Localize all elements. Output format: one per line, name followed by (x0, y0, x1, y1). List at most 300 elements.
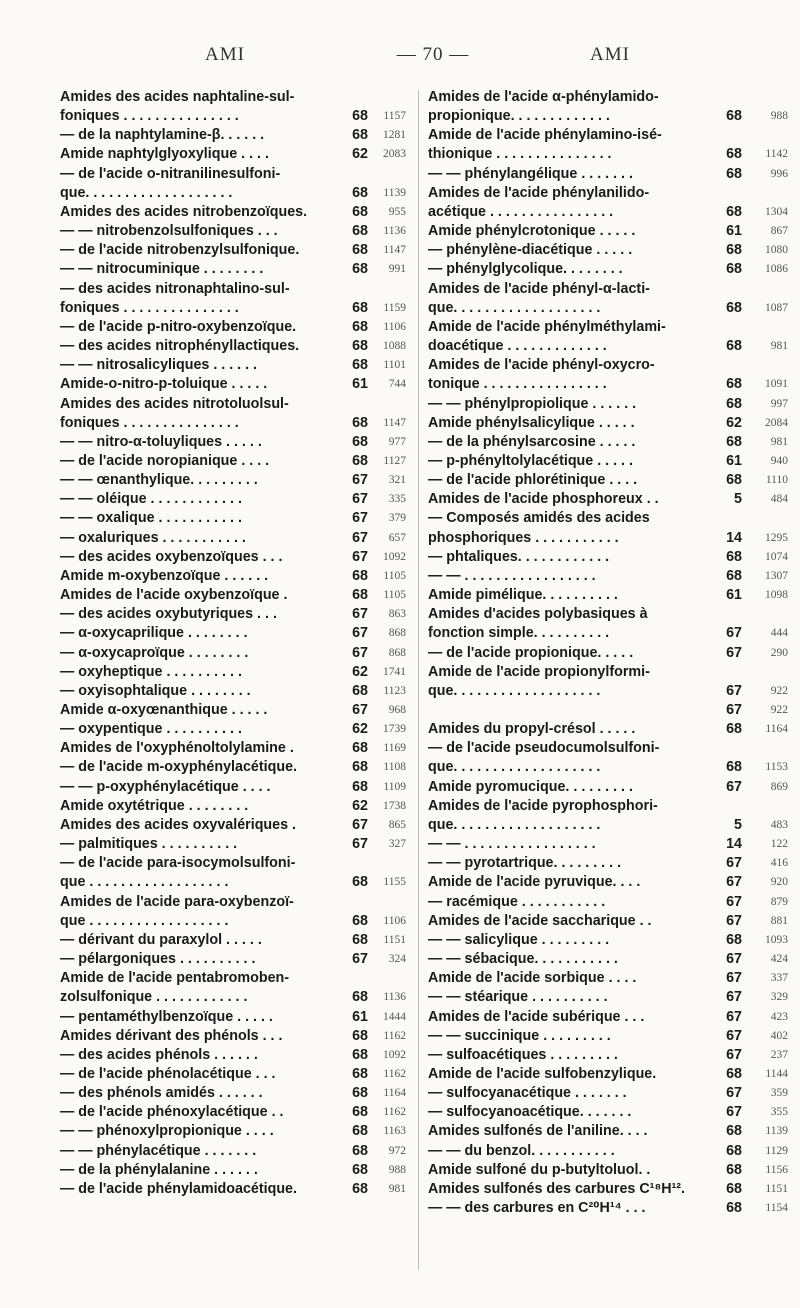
entry-volume: 68 (352, 357, 368, 374)
entry-term: Amides d'acides polybasiques à fonction simple. . . . . . . . . . (428, 606, 648, 642)
entry-volume: 68 (726, 376, 742, 393)
index-entry (60, 969, 408, 1007)
entry-page: 1106 (383, 320, 406, 333)
index-entry (60, 203, 408, 222)
entry-term: — p-phényltolylacétique . . . . . (428, 452, 633, 469)
entry-term: — des acides oxybenzoïques . . . (60, 548, 283, 565)
entry-volume: 61 (726, 452, 742, 469)
entry-term: — sulfocyanacétique . . . . . . . (428, 1085, 627, 1102)
entry-term: Amides de l'oxyphénoltolylamine . (60, 740, 294, 757)
entry-page: 868 (388, 627, 406, 640)
entry-page: 988 (388, 1163, 406, 1176)
index-entry (60, 739, 408, 758)
entry-page: 879 (770, 895, 788, 908)
entry-volume: 14 (726, 529, 742, 546)
entry-term: — de l'acide para-isocymolsulfoni- que . . . . . . . . . . . . . . . . . . (60, 855, 296, 891)
entry-volume: 67 (726, 1046, 742, 1063)
entry-volume: 67 (352, 548, 368, 565)
entry-term: Amide de l'acide pyruvique. . . . (428, 874, 641, 891)
entry-volume: 67 (726, 912, 742, 929)
entry-page: 1169 (383, 742, 406, 755)
entry-page: 1108 (383, 761, 406, 774)
entry-volume: 68 (726, 1065, 742, 1082)
entry-page: 1159 (383, 301, 406, 314)
entry-volume: 67 (352, 644, 368, 661)
entry-volume: 68 (352, 1085, 368, 1102)
entry-volume: 67 (726, 625, 742, 642)
entry-term: — — phénylangélique . . . . . . . (428, 165, 633, 182)
entry-volume: 68 (352, 299, 368, 316)
index-entry (60, 1065, 408, 1084)
entry-page: 1106 (383, 914, 406, 927)
entry-page: 122 (770, 838, 788, 851)
index-entry (428, 241, 790, 260)
entry-volume: 68 (352, 223, 368, 240)
entry-page: 1151 (383, 933, 406, 946)
index-entry (60, 644, 408, 663)
page-number: — 70 — (396, 44, 470, 65)
entry-volume: 68 (726, 108, 742, 125)
entry-volume: 62 (352, 146, 368, 163)
entry-volume: 5 (734, 816, 742, 833)
index-entry (60, 854, 408, 892)
index-entry (428, 720, 790, 739)
entry-term: — de l'acide pseudocumolsulfoni- que. . . . . . . . . . . . . . . . . . . (428, 740, 660, 776)
entry-page: 988 (770, 110, 788, 123)
index-entry (60, 375, 408, 394)
entry-volume: 67 (726, 1104, 742, 1121)
index-entry (428, 356, 790, 394)
entry-term: Amides de l'acide oxybenzoïque . (60, 587, 288, 604)
entry-term: Amide naphtylglyoxylique . . . . (60, 146, 269, 163)
entry-term: — de l'acide phénolacétique . . . (60, 1065, 276, 1082)
index-entry (428, 835, 790, 854)
entry-volume: 62 (726, 414, 742, 431)
entry-term: — — nitrosalicyliques . . . . . . (60, 357, 258, 374)
index-entry (428, 509, 790, 547)
entry-volume: 68 (352, 414, 368, 431)
entry-term: Amide de l'acide phénylméthylami- doacétique . . . . . . . . . . . . . (428, 318, 666, 355)
entry-page: 1093 (765, 933, 788, 946)
entry-page: 867 (770, 225, 788, 238)
entry-volume: 67 (352, 491, 368, 508)
column-divider (418, 90, 419, 1270)
entry-volume: 68 (726, 433, 742, 450)
entry-page: 881 (770, 914, 788, 927)
entry-volume: 67 (726, 855, 742, 872)
entry-term: — — oxalique . . . . . . . . . . . (60, 510, 242, 527)
entry-term: Amides des acides nitrotoluolsul- foniques . . . . . . . . . . . . . . . (60, 395, 289, 431)
entry-term: Amide pimélique. . . . . . . . . . (428, 587, 618, 604)
index-entry (60, 931, 408, 950)
index-entry (60, 241, 408, 260)
entry-page: 1147 (383, 416, 406, 429)
entry-volume: 67 (726, 1085, 742, 1102)
entry-page: 1088 (383, 340, 406, 353)
entry-page: 416 (770, 857, 788, 870)
entry-term: — — nitrobenzolsulfoniques . . . (60, 223, 278, 240)
entry-page: 869 (770, 780, 788, 793)
index-entry (428, 950, 790, 969)
entry-term: Amides de l'acide α-phénylamido- propionique. . . . . . . . . . . . . (428, 89, 659, 125)
entry-term: — — des carbures en C²⁰H¹⁴ . . . (428, 1200, 646, 1217)
entry-term: — — pyrotartrique. . . . . . . . . (428, 855, 622, 872)
entry-page: 1156 (765, 1163, 788, 1176)
entry-page: 863 (388, 608, 406, 621)
entry-page: 1162 (383, 1106, 406, 1119)
entry-volume: 68 (726, 242, 742, 259)
index-entry (60, 586, 408, 605)
index-entry (428, 778, 790, 797)
entry-term: Amides de l'acide phényl-oxycro- tonique . . . . . . . . . . . . . . . . (428, 357, 655, 393)
entry-term: — sulfoacétiques . . . . . . . . . (428, 1046, 618, 1063)
index-entry (428, 1161, 790, 1180)
entry-term: — oxypentique . . . . . . . . . . (60, 721, 242, 738)
entry-term: Amides des acides naphtaline-sul- foniques . . . . . . . . . . . . . . . (60, 89, 295, 125)
index-entry (60, 1103, 408, 1122)
entry-volume: 67 (352, 951, 368, 968)
entry-page: 1739 (383, 723, 406, 736)
index-entry (60, 1180, 408, 1199)
entry-volume: 68 (352, 1180, 368, 1197)
entry-volume: 68 (726, 261, 742, 278)
index-entry (60, 1122, 408, 1141)
entry-page: 1074 (765, 550, 788, 563)
index-entry (60, 758, 408, 777)
entry-page: 977 (388, 435, 406, 448)
index-entry (60, 624, 408, 643)
entry-term: Amides de l'acide phosphoreux . . (428, 491, 659, 508)
entry-page: 1281 (383, 129, 406, 142)
entry-volume: 68 (726, 203, 742, 220)
entry-volume: 68 (726, 567, 742, 584)
entry-volume: 68 (726, 472, 742, 489)
entry-volume: 62 (352, 721, 368, 738)
entry-volume: 67 (352, 625, 368, 642)
index-entry (60, 950, 408, 969)
entry-page: 1123 (383, 684, 406, 697)
index-entry (428, 663, 790, 701)
entry-page: 1109 (383, 780, 406, 793)
entry-term: Amides de l'acide phénylanilido- acétique . . . . . . . . . . . . . . . . (428, 184, 650, 220)
entry-term: — de l'acide m-oxyphénylacétique. (60, 759, 297, 776)
index-entry (428, 88, 790, 126)
entry-term: Amide phénylcrotonique . . . . . (428, 223, 636, 240)
entry-page: 955 (388, 205, 406, 218)
entry-term: — de l'acide phénylamidoacétique. (60, 1180, 297, 1197)
entry-volume: 68 (352, 740, 368, 757)
entry-volume: 68 (352, 1065, 368, 1082)
entry-term: Amides du propyl-crésol . . . . . (428, 721, 636, 738)
entry-page: 1164 (765, 723, 788, 736)
entry-term: — de l'acide noropianique . . . . (60, 452, 270, 469)
entry-term: — — . . . . . . . . . . . . . . . . . (428, 567, 596, 584)
entry-term: — sulfocyanoacétique. . . . . . . (428, 1104, 632, 1121)
entry-term: — de l'acide nitrobenzylsulfonique. (60, 242, 300, 259)
entry-page: 981 (388, 1182, 406, 1195)
entry-term: Amides dérivant des phénols . . . (60, 1027, 283, 1044)
entry-term: — dérivant du paraxylol . . . . . (60, 931, 262, 948)
entry-page: 1307 (765, 569, 788, 582)
index-entry (60, 433, 408, 452)
entry-volume: 61 (352, 376, 368, 393)
entry-term: — de l'acide phénoxylacétique . . (60, 1104, 284, 1121)
entry-volume: 67 (726, 644, 742, 661)
entry-term: — de l'acide propionique. . . . . (428, 644, 634, 661)
entry-volume: 68 (352, 1027, 368, 1044)
entry-term: — — œnanthylique. . . . . . . . . (60, 472, 258, 489)
entry-volume: 68 (352, 452, 368, 469)
index-entry (60, 663, 408, 682)
entry-volume: 67 (726, 702, 742, 718)
index-entry (60, 318, 408, 337)
entry-page: 1162 (383, 1029, 406, 1042)
entry-volume: 68 (352, 1161, 368, 1178)
entry-page: 1142 (765, 148, 788, 161)
entry-page: 1092 (383, 550, 406, 563)
entry-page: 868 (388, 646, 406, 659)
index-entry (428, 1027, 790, 1046)
entry-volume: 67 (726, 1027, 742, 1044)
entry-volume: 67 (726, 778, 742, 795)
index-entry (428, 433, 790, 452)
entry-volume: 14 (726, 836, 742, 853)
index-entry (60, 816, 408, 835)
entry-volume: 61 (726, 223, 742, 240)
entry-term: Amide oxytétrique . . . . . . . . (60, 797, 249, 814)
entry-page: 1738 (383, 799, 406, 812)
index-entry (60, 529, 408, 548)
index-entry (428, 1046, 790, 1065)
entry-page: 290 (770, 646, 788, 659)
entry-page: 1164 (383, 1087, 406, 1100)
entry-term: — — sébacique. . . . . . . . . . . (428, 951, 618, 968)
entry-volume: 67 (352, 836, 368, 853)
entry-volume: 68 (352, 874, 368, 891)
page-header (60, 44, 750, 74)
entry-page: 981 (770, 340, 788, 353)
index-entry (428, 567, 790, 586)
entry-page: 1153 (765, 761, 788, 774)
index-entry (428, 873, 790, 892)
index-entry (60, 1046, 408, 1065)
entry-volume: 67 (726, 970, 742, 987)
entry-volume: 68 (726, 759, 742, 776)
index-entry (428, 1008, 790, 1027)
entry-volume: 67 (352, 510, 368, 527)
entry-page: 1444 (383, 1010, 406, 1023)
index-entry (428, 471, 790, 490)
entry-page: 327 (388, 838, 406, 851)
entry-volume: 68 (352, 759, 368, 776)
entry-volume: 68 (352, 433, 368, 450)
entry-term: — des phénols amidés . . . . . . (60, 1085, 263, 1102)
entry-volume: 68 (352, 1046, 368, 1063)
entry-page: 1136 (383, 991, 406, 1004)
index-entry (60, 222, 408, 241)
entry-page: 483 (770, 818, 788, 831)
index-entry (428, 395, 790, 414)
index-entry (428, 1199, 790, 1218)
entry-term: — — nitro-α-toluyliques . . . . . (60, 433, 262, 450)
entry-page: 657 (388, 531, 406, 544)
index-entry (60, 797, 408, 816)
entry-term: — de la phénylalanine . . . . . . (60, 1161, 258, 1178)
entry-term: — oxyisophtalique . . . . . . . . (60, 682, 251, 699)
index-entry (60, 280, 408, 318)
index-entry (428, 165, 790, 184)
entry-volume: 68 (352, 1104, 368, 1121)
entry-page: 1080 (765, 244, 788, 257)
entry-page: 1155 (383, 876, 406, 889)
entry-page: 2083 (383, 148, 406, 161)
index-entry (428, 586, 790, 605)
index-entry (428, 222, 790, 241)
index-entry (60, 337, 408, 356)
index-entry (60, 395, 408, 433)
index-entry (60, 145, 408, 164)
entry-term: — — p-oxyphénylacétique . . . . (60, 778, 271, 795)
index-entry (60, 1008, 408, 1027)
entry-term: Amides sulfonés des carbures C¹⁸H¹². (428, 1180, 686, 1197)
entry-page: 237 (770, 1048, 788, 1061)
entry-term: — — succinique . . . . . . . . . (428, 1027, 611, 1044)
entry-volume: 68 (726, 299, 742, 316)
entry-volume: 67 (726, 874, 742, 891)
index-entry (60, 260, 408, 279)
index-entry (428, 452, 790, 471)
entry-volume: 62 (352, 663, 368, 680)
entry-page: 1162 (383, 1067, 406, 1080)
entry-volume: 67 (352, 816, 368, 833)
entry-volume: 67 (726, 682, 742, 699)
entry-volume: 67 (726, 1008, 742, 1025)
entry-page: 972 (388, 1144, 406, 1157)
entry-page: 940 (770, 454, 788, 467)
entry-volume: 68 (726, 338, 742, 355)
index-entry (60, 682, 408, 701)
entry-volume: 68 (352, 184, 368, 201)
entry-term: — α-oxycaproïque . . . . . . . . (60, 644, 249, 661)
entry-volume: 68 (726, 395, 742, 412)
index-entry (428, 988, 790, 1007)
entry-volume: 68 (352, 242, 368, 259)
entry-term: — de l'acide o-nitranilinesulfoni- que. . . . . . . . . . . . . . . . . . . (60, 165, 281, 201)
entry-page: 1105 (383, 569, 406, 582)
entry-page: 424 (770, 953, 788, 966)
right-column (428, 88, 790, 1218)
index-entry (428, 126, 790, 164)
entry-term: Amide de l'acide propionylformi- que. . . . . . . . . . . . . . . . . . . (428, 663, 650, 699)
entry-page: 1304 (765, 205, 788, 218)
header-right-keyword: AMI (590, 44, 630, 65)
entry-term: Amide de l'acide pentabromoben- zolsulfonique . . . . . . . . . . . . (60, 970, 290, 1006)
entry-volume: 67 (352, 529, 368, 546)
entry-volume: 68 (352, 778, 368, 795)
entry-volume: 68 (352, 1123, 368, 1140)
entry-volume: 68 (352, 682, 368, 699)
entry-page: 444 (770, 627, 788, 640)
index-entry (428, 605, 790, 643)
index-entry (428, 280, 790, 318)
entry-term: — α-oxycaprilique . . . . . . . . (60, 625, 248, 642)
entry-term: — de l'acide p-nitro-oxybenzoïque. (60, 318, 297, 335)
entry-term: — — stéarique . . . . . . . . . . (428, 989, 608, 1006)
left-column (60, 88, 408, 1199)
entry-term: — des acides nitronaphtalino-sul- foniques . . . . . . . . . . . . . . . (60, 280, 290, 316)
entry-page: 1091 (765, 378, 788, 391)
entry-page: 968 (388, 704, 406, 716)
entry-term: — des acides oxybutyriques . . . (60, 606, 277, 623)
index-entry (428, 1180, 790, 1199)
index-entry (60, 165, 408, 203)
entry-page: 996 (770, 167, 788, 180)
entry-term: — — salicylique . . . . . . . . . (428, 931, 610, 948)
entry-page: 1151 (765, 1182, 788, 1195)
entry-volume: 67 (352, 472, 368, 489)
entry-term: — racémique . . . . . . . . . . . (428, 893, 606, 910)
entry-term: — — nitrocuminique . . . . . . . . (60, 261, 264, 278)
entry-volume: 62 (352, 797, 368, 814)
entry-term: Amides sulfonés de l'aniline. . . . (428, 1123, 648, 1140)
entry-volume: 68 (352, 931, 368, 948)
entry-term: — — du benzol. . . . . . . . . . . (428, 1142, 615, 1159)
index-entry (60, 126, 408, 145)
entry-page: 744 (388, 378, 406, 391)
index-entry (428, 739, 790, 777)
entry-volume: 68 (726, 146, 742, 163)
index-entry (60, 509, 408, 528)
entry-page: 1105 (383, 589, 406, 602)
entry-page: 922 (770, 684, 788, 697)
index-entry (428, 797, 790, 835)
index-entry (428, 969, 790, 988)
entry-page: 335 (388, 493, 406, 506)
entry-page: 2084 (765, 416, 788, 429)
entry-page: 337 (770, 972, 788, 985)
entry-volume: 68 (352, 203, 368, 220)
entry-volume: 68 (352, 108, 368, 125)
entry-page: 1086 (765, 263, 788, 276)
index-entry (428, 912, 790, 931)
entry-page: 1136 (383, 225, 406, 238)
entry-term: Amide-o-nitro-p-toluique . . . . . (60, 376, 268, 393)
header-left-keyword: AMI (205, 44, 245, 65)
index-entry (60, 893, 408, 931)
entry-term: — — phénylacétique . . . . . . . (60, 1142, 257, 1159)
entry-term: — des acides phénols . . . . . . (60, 1046, 258, 1063)
entry-term: — de la phénylsarcosine . . . . . (428, 433, 636, 450)
entry-page: 1144 (765, 1067, 788, 1080)
entry-volume: 68 (352, 1142, 368, 1159)
entry-volume: 68 (726, 1123, 742, 1140)
entry-page: 1110 (765, 474, 788, 487)
entry-page: 1127 (383, 454, 406, 467)
entry-volume: 67 (352, 702, 368, 718)
index-entry (428, 701, 790, 720)
entry-volume: 68 (726, 1180, 742, 1197)
entry-volume: 68 (352, 567, 368, 584)
entry-term: — de l'acide phlorétinique . . . . (428, 472, 638, 489)
entry-page: 920 (770, 876, 788, 889)
index-entry (60, 471, 408, 490)
entry-volume: 61 (726, 587, 742, 604)
entry-term: — Composés amidés des acides phosphoriques . . . . . . . . . . . (428, 510, 650, 546)
index-entry (60, 567, 408, 586)
index-entry (428, 1084, 790, 1103)
entry-volume: 5 (734, 491, 742, 508)
index-entry (60, 835, 408, 854)
